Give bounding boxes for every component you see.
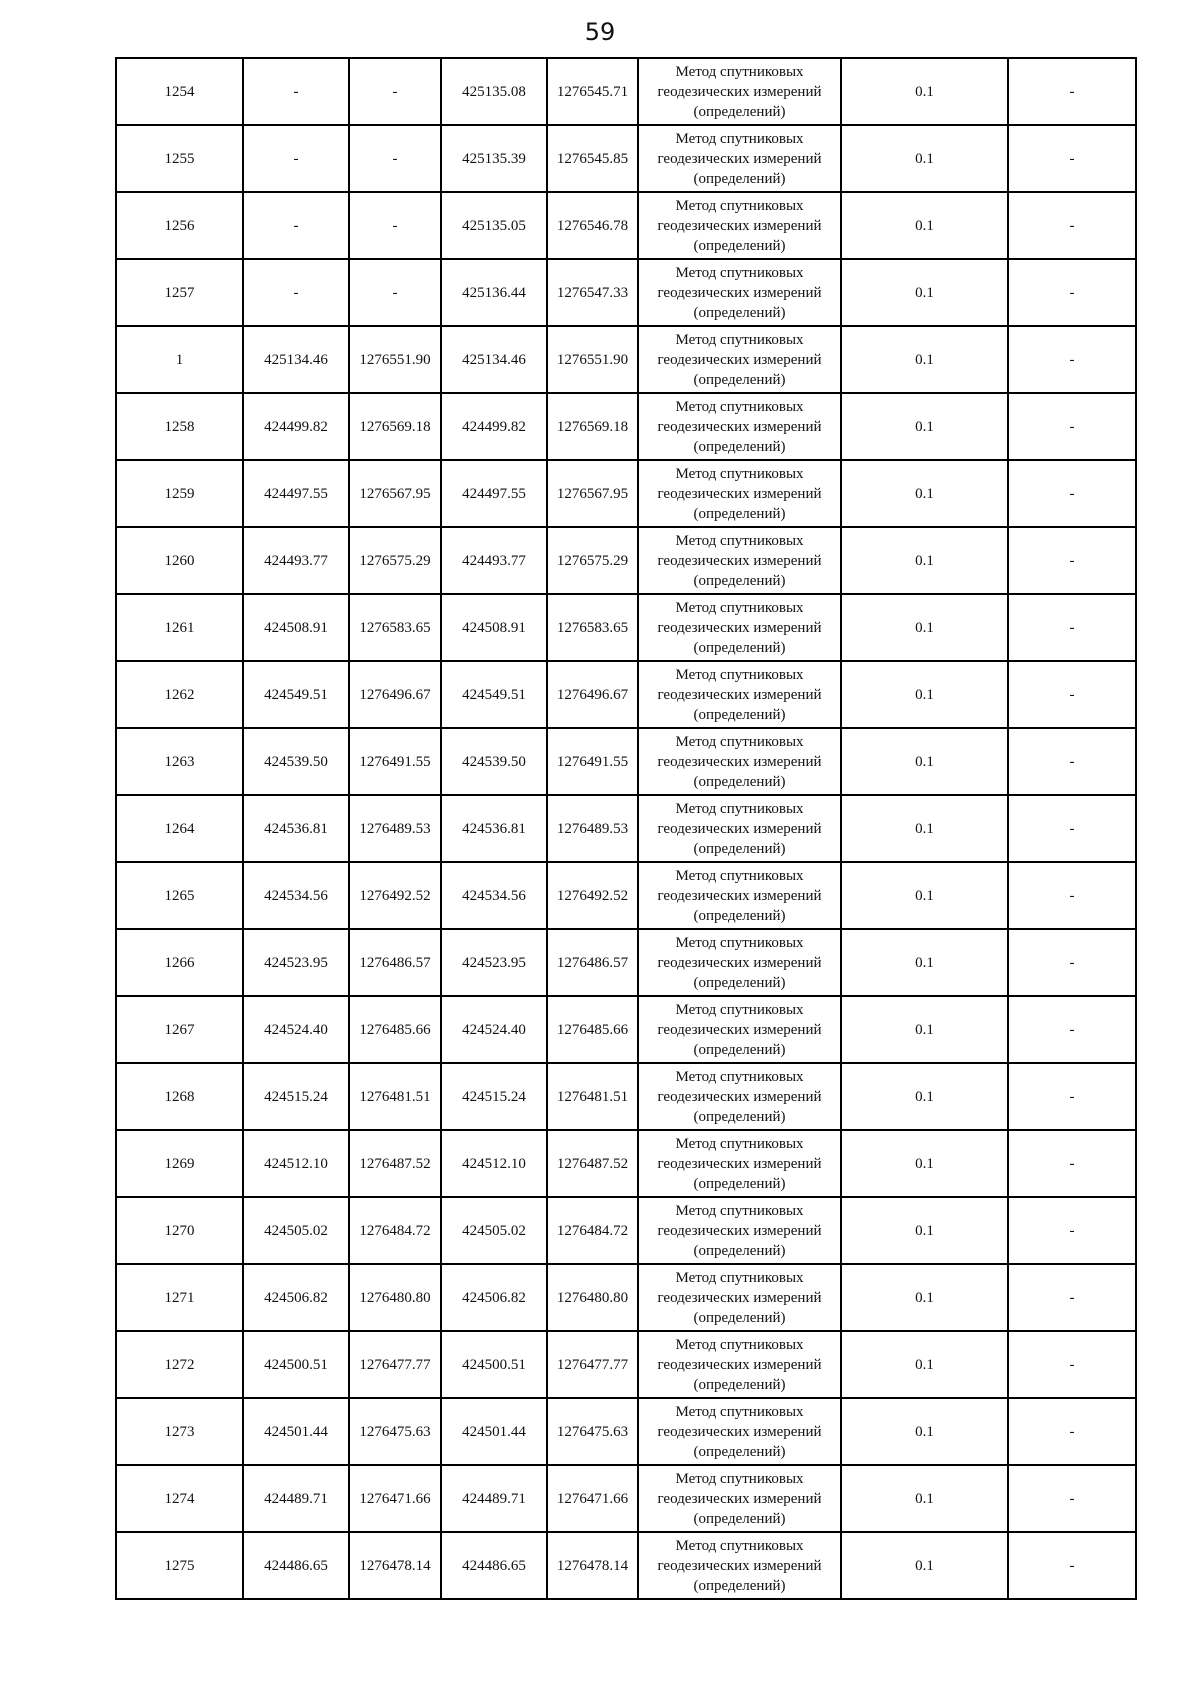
- method-line: Метод спутниковых: [675, 398, 804, 415]
- method-line: (определений): [693, 1309, 786, 1326]
- y-refined-cell: 1276485.66: [547, 996, 638, 1063]
- method-line: (определений): [693, 438, 786, 455]
- point-number-cell: 1263: [116, 728, 243, 795]
- method-cell: [638, 1465, 841, 1532]
- y-existing-cell: 1276484.72: [349, 1197, 441, 1264]
- y-refined-cell: 1276478.14: [547, 1532, 638, 1599]
- point-number-cell: 1273: [116, 1398, 243, 1465]
- note-cell: -: [1008, 460, 1136, 527]
- point-number-cell: 1271: [116, 1264, 243, 1331]
- y-refined-cell: 1276486.57: [547, 929, 638, 996]
- y-existing-cell: -: [349, 125, 441, 192]
- note-cell: -: [1008, 1197, 1136, 1264]
- x-refined-cell: 424536.81: [441, 795, 547, 862]
- note-cell: -: [1008, 1063, 1136, 1130]
- method-line: Метод спутниковых: [675, 264, 804, 281]
- point-number-cell: 1260: [116, 527, 243, 594]
- x-refined-cell: 425136.44: [441, 259, 547, 326]
- y-existing-cell: 1276575.29: [349, 527, 441, 594]
- x-refined-cell: 424501.44: [441, 1398, 547, 1465]
- x-existing-cell: 424536.81: [243, 795, 349, 862]
- method-line: Метод спутниковых: [675, 1001, 804, 1018]
- x-existing-cell: 424515.24: [243, 1063, 349, 1130]
- accuracy-cell: 0.1: [841, 1197, 1008, 1264]
- y-existing-cell: 1276551.90: [349, 326, 441, 393]
- point-number-cell: 1256: [116, 192, 243, 259]
- method-line: Метод спутниковых: [675, 130, 804, 147]
- point-number-cell: 1272: [116, 1331, 243, 1398]
- x-refined-cell: 425135.39: [441, 125, 547, 192]
- method-line: геодезических измерений: [657, 217, 822, 234]
- method-line: (определений): [693, 505, 786, 522]
- method-line: геодезических измерений: [657, 1088, 822, 1105]
- method-line: геодезических измерений: [657, 83, 822, 100]
- method-line: Метод спутниковых: [675, 532, 804, 549]
- method-cell: [638, 460, 841, 527]
- note-cell: -: [1008, 661, 1136, 728]
- x-refined-cell: 424524.40: [441, 996, 547, 1063]
- y-existing-cell: -: [349, 58, 441, 125]
- method-line: геодезических измерений: [657, 418, 822, 435]
- table-row: [116, 192, 1136, 259]
- method-line: (определений): [693, 572, 786, 589]
- method-line: Метод спутниковых: [675, 934, 804, 951]
- method-line: Метод спутниковых: [675, 1403, 804, 1420]
- accuracy-cell: 0.1: [841, 58, 1008, 125]
- note-cell: -: [1008, 125, 1136, 192]
- page-number: 59: [584, 18, 616, 46]
- method-line: Метод спутниковых: [675, 1135, 804, 1152]
- note-cell: -: [1008, 1465, 1136, 1532]
- method-cell: [638, 661, 841, 728]
- method-cell: [638, 1197, 841, 1264]
- y-existing-cell: 1276475.63: [349, 1398, 441, 1465]
- y-refined-cell: 1276575.29: [547, 527, 638, 594]
- point-number-cell: 1265: [116, 862, 243, 929]
- y-existing-cell: 1276486.57: [349, 929, 441, 996]
- accuracy-cell: 0.1: [841, 527, 1008, 594]
- table-row: [116, 125, 1136, 192]
- y-existing-cell: 1276492.52: [349, 862, 441, 929]
- method-cell: [638, 393, 841, 460]
- table-row: [116, 594, 1136, 661]
- note-cell: -: [1008, 594, 1136, 661]
- point-number-cell: 1274: [116, 1465, 243, 1532]
- method-line: (определений): [693, 103, 786, 120]
- point-number-cell: 1259: [116, 460, 243, 527]
- note-cell: -: [1008, 996, 1136, 1063]
- y-existing-cell: 1276480.80: [349, 1264, 441, 1331]
- x-refined-cell: 424505.02: [441, 1197, 547, 1264]
- y-existing-cell: 1276567.95: [349, 460, 441, 527]
- method-cell: [638, 728, 841, 795]
- method-line: Метод спутниковых: [675, 1470, 804, 1487]
- method-line: Метод спутниковых: [675, 867, 804, 884]
- method-line: (определений): [693, 1443, 786, 1460]
- point-number-cell: 1268: [116, 1063, 243, 1130]
- y-refined-cell: 1276475.63: [547, 1398, 638, 1465]
- method-line: геодезических измерений: [657, 485, 822, 502]
- point-number-cell: 1257: [116, 259, 243, 326]
- x-existing-cell: -: [243, 259, 349, 326]
- accuracy-cell: 0.1: [841, 1063, 1008, 1130]
- table-row: [116, 1398, 1136, 1465]
- accuracy-cell: 0.1: [841, 862, 1008, 929]
- point-number-cell: 1266: [116, 929, 243, 996]
- y-refined-cell: 1276569.18: [547, 393, 638, 460]
- method-line: Метод спутниковых: [675, 666, 804, 683]
- method-line: (определений): [693, 1175, 786, 1192]
- y-refined-cell: 1276481.51: [547, 1063, 638, 1130]
- y-existing-cell: 1276496.67: [349, 661, 441, 728]
- method-cell: [638, 795, 841, 862]
- accuracy-cell: 0.1: [841, 728, 1008, 795]
- x-existing-cell: 424486.65: [243, 1532, 349, 1599]
- note-cell: -: [1008, 795, 1136, 862]
- method-line: геодезических измерений: [657, 1557, 822, 1574]
- table-row: [116, 460, 1136, 527]
- accuracy-cell: 0.1: [841, 1264, 1008, 1331]
- y-refined-cell: 1276546.78: [547, 192, 638, 259]
- x-refined-cell: 424508.91: [441, 594, 547, 661]
- method-cell: [638, 192, 841, 259]
- method-cell: [638, 58, 841, 125]
- x-existing-cell: 425134.46: [243, 326, 349, 393]
- y-refined-cell: 1276545.85: [547, 125, 638, 192]
- y-refined-cell: 1276489.53: [547, 795, 638, 862]
- accuracy-cell: 0.1: [841, 1130, 1008, 1197]
- accuracy-cell: 0.1: [841, 1465, 1008, 1532]
- y-refined-cell: 1276491.55: [547, 728, 638, 795]
- table-row: [116, 259, 1136, 326]
- x-existing-cell: -: [243, 192, 349, 259]
- note-cell: -: [1008, 58, 1136, 125]
- y-refined-cell: 1276567.95: [547, 460, 638, 527]
- y-existing-cell: 1276491.55: [349, 728, 441, 795]
- table-row: [116, 929, 1136, 996]
- x-existing-cell: 424499.82: [243, 393, 349, 460]
- x-refined-cell: 424489.71: [441, 1465, 547, 1532]
- method-cell: [638, 1398, 841, 1465]
- y-existing-cell: 1276485.66: [349, 996, 441, 1063]
- method-cell: [638, 1264, 841, 1331]
- x-existing-cell: 424489.71: [243, 1465, 349, 1532]
- table-row: [116, 1197, 1136, 1264]
- point-number-cell: 1270: [116, 1197, 243, 1264]
- point-number-cell: 1269: [116, 1130, 243, 1197]
- x-refined-cell: 424506.82: [441, 1264, 547, 1331]
- method-line: геодезических измерений: [657, 1490, 822, 1507]
- y-refined-cell: 1276551.90: [547, 326, 638, 393]
- method-line: Метод спутниковых: [675, 1269, 804, 1286]
- x-existing-cell: 424549.51: [243, 661, 349, 728]
- x-refined-cell: 424539.50: [441, 728, 547, 795]
- table-row: [116, 1532, 1136, 1599]
- table-row: [116, 728, 1136, 795]
- x-refined-cell: 424515.24: [441, 1063, 547, 1130]
- method-line: (определений): [693, 706, 786, 723]
- accuracy-cell: 0.1: [841, 326, 1008, 393]
- method-line: геодезических измерений: [657, 1155, 822, 1172]
- point-number-cell: 1255: [116, 125, 243, 192]
- accuracy-cell: 0.1: [841, 192, 1008, 259]
- x-refined-cell: 424523.95: [441, 929, 547, 996]
- table-row: [116, 661, 1136, 728]
- method-line: (определений): [693, 639, 786, 656]
- note-cell: -: [1008, 326, 1136, 393]
- note-cell: -: [1008, 1398, 1136, 1465]
- method-line: (определений): [693, 773, 786, 790]
- method-cell: [638, 1063, 841, 1130]
- x-refined-cell: 425135.05: [441, 192, 547, 259]
- accuracy-cell: 0.1: [841, 125, 1008, 192]
- x-existing-cell: 424500.51: [243, 1331, 349, 1398]
- table-row: [116, 795, 1136, 862]
- method-line: геодезических измерений: [657, 619, 822, 636]
- y-existing-cell: 1276478.14: [349, 1532, 441, 1599]
- method-line: Метод спутниковых: [675, 1336, 804, 1353]
- accuracy-cell: 0.1: [841, 661, 1008, 728]
- method-cell: [638, 929, 841, 996]
- method-line: Метод спутниковых: [675, 197, 804, 214]
- y-existing-cell: 1276471.66: [349, 1465, 441, 1532]
- method-cell: [638, 259, 841, 326]
- method-line: Метод спутниковых: [675, 800, 804, 817]
- table-row: [116, 1130, 1136, 1197]
- note-cell: -: [1008, 1130, 1136, 1197]
- method-line: (определений): [693, 1510, 786, 1527]
- accuracy-cell: 0.1: [841, 460, 1008, 527]
- y-refined-cell: 1276480.80: [547, 1264, 638, 1331]
- method-cell: [638, 1130, 841, 1197]
- x-refined-cell: 424500.51: [441, 1331, 547, 1398]
- accuracy-cell: 0.1: [841, 594, 1008, 661]
- method-line: (определений): [693, 1577, 786, 1594]
- x-existing-cell: 424512.10: [243, 1130, 349, 1197]
- note-cell: -: [1008, 1264, 1136, 1331]
- table-row: [116, 527, 1136, 594]
- y-refined-cell: 1276583.65: [547, 594, 638, 661]
- x-existing-cell: 424523.95: [243, 929, 349, 996]
- method-cell: [638, 594, 841, 661]
- note-cell: -: [1008, 527, 1136, 594]
- note-cell: -: [1008, 728, 1136, 795]
- x-existing-cell: 424505.02: [243, 1197, 349, 1264]
- note-cell: -: [1008, 1532, 1136, 1599]
- point-number-cell: 1275: [116, 1532, 243, 1599]
- x-refined-cell: 424549.51: [441, 661, 547, 728]
- method-line: геодезических измерений: [657, 150, 822, 167]
- note-cell: -: [1008, 929, 1136, 996]
- point-number-cell: 1: [116, 326, 243, 393]
- x-refined-cell: 425135.08: [441, 58, 547, 125]
- note-cell: -: [1008, 259, 1136, 326]
- y-existing-cell: 1276487.52: [349, 1130, 441, 1197]
- method-line: (определений): [693, 371, 786, 388]
- y-existing-cell: 1276481.51: [349, 1063, 441, 1130]
- method-line: (определений): [693, 1242, 786, 1259]
- method-line: (определений): [693, 907, 786, 924]
- x-existing-cell: -: [243, 125, 349, 192]
- y-refined-cell: 1276547.33: [547, 259, 638, 326]
- x-refined-cell: 424499.82: [441, 393, 547, 460]
- accuracy-cell: 0.1: [841, 1331, 1008, 1398]
- x-refined-cell: 424497.55: [441, 460, 547, 527]
- point-number-cell: 1262: [116, 661, 243, 728]
- method-cell: [638, 1331, 841, 1398]
- y-existing-cell: -: [349, 192, 441, 259]
- method-cell: [638, 125, 841, 192]
- note-cell: -: [1008, 393, 1136, 460]
- y-refined-cell: 1276492.52: [547, 862, 638, 929]
- method-line: (определений): [693, 840, 786, 857]
- method-line: Метод спутниковых: [675, 465, 804, 482]
- x-existing-cell: 424524.40: [243, 996, 349, 1063]
- y-existing-cell: 1276569.18: [349, 393, 441, 460]
- method-line: (определений): [693, 304, 786, 321]
- method-line: геодезических измерений: [657, 1021, 822, 1038]
- table-row: [116, 326, 1136, 393]
- x-refined-cell: 424486.65: [441, 1532, 547, 1599]
- x-existing-cell: 424508.91: [243, 594, 349, 661]
- table-row: [116, 996, 1136, 1063]
- point-number-cell: 1264: [116, 795, 243, 862]
- method-line: геодезических измерений: [657, 1356, 822, 1373]
- method-cell: [638, 326, 841, 393]
- x-refined-cell: 424512.10: [441, 1130, 547, 1197]
- method-cell: [638, 862, 841, 929]
- note-cell: -: [1008, 1331, 1136, 1398]
- point-number-cell: 1254: [116, 58, 243, 125]
- point-number-cell: 1267: [116, 996, 243, 1063]
- method-line: Метод спутниковых: [675, 599, 804, 616]
- method-line: геодезических измерений: [657, 753, 822, 770]
- method-line: (определений): [693, 1041, 786, 1058]
- table-row: [116, 58, 1136, 125]
- y-refined-cell: 1276477.77: [547, 1331, 638, 1398]
- method-line: (определений): [693, 1376, 786, 1393]
- method-line: Метод спутниковых: [675, 1537, 804, 1554]
- table-row: [116, 1264, 1136, 1331]
- note-cell: -: [1008, 862, 1136, 929]
- x-existing-cell: -: [243, 58, 349, 125]
- method-line: геодезических измерений: [657, 351, 822, 368]
- method-line: геодезических измерений: [657, 1222, 822, 1239]
- y-existing-cell: -: [349, 259, 441, 326]
- accuracy-cell: 0.1: [841, 929, 1008, 996]
- y-existing-cell: 1276583.65: [349, 594, 441, 661]
- method-line: Метод спутниковых: [675, 1202, 804, 1219]
- coordinates-table: [115, 57, 1137, 1600]
- table-row: [116, 1465, 1136, 1532]
- method-line: геодезических измерений: [657, 1423, 822, 1440]
- method-line: Метод спутниковых: [675, 63, 804, 80]
- table-body: [116, 58, 1136, 1599]
- method-line: геодезических измерений: [657, 686, 822, 703]
- x-refined-cell: 425134.46: [441, 326, 547, 393]
- accuracy-cell: 0.1: [841, 393, 1008, 460]
- x-refined-cell: 424493.77: [441, 527, 547, 594]
- x-existing-cell: 424534.56: [243, 862, 349, 929]
- table-row: [116, 393, 1136, 460]
- x-existing-cell: 424497.55: [243, 460, 349, 527]
- accuracy-cell: 0.1: [841, 795, 1008, 862]
- table-row: [116, 1063, 1136, 1130]
- point-number-cell: 1261: [116, 594, 243, 661]
- x-existing-cell: 424506.82: [243, 1264, 349, 1331]
- method-line: геодезических измерений: [657, 954, 822, 971]
- x-refined-cell: 424534.56: [441, 862, 547, 929]
- accuracy-cell: 0.1: [841, 1398, 1008, 1465]
- note-cell: -: [1008, 192, 1136, 259]
- y-existing-cell: 1276477.77: [349, 1331, 441, 1398]
- x-existing-cell: 424539.50: [243, 728, 349, 795]
- y-refined-cell: 1276496.67: [547, 661, 638, 728]
- method-line: геодезических измерений: [657, 284, 822, 301]
- y-existing-cell: 1276489.53: [349, 795, 441, 862]
- method-cell: [638, 996, 841, 1063]
- method-line: Метод спутниковых: [675, 1068, 804, 1085]
- table-row: [116, 862, 1136, 929]
- table-row: [116, 1331, 1136, 1398]
- point-number-cell: 1258: [116, 393, 243, 460]
- y-refined-cell: 1276471.66: [547, 1465, 638, 1532]
- method-line: (определений): [693, 1108, 786, 1125]
- method-line: Метод спутниковых: [675, 331, 804, 348]
- accuracy-cell: 0.1: [841, 996, 1008, 1063]
- method-line: геодезических измерений: [657, 820, 822, 837]
- method-line: (определений): [693, 974, 786, 991]
- method-line: Метод спутниковых: [675, 733, 804, 750]
- y-refined-cell: 1276545.71: [547, 58, 638, 125]
- method-line: геодезических измерений: [657, 887, 822, 904]
- method-cell: [638, 527, 841, 594]
- y-refined-cell: 1276484.72: [547, 1197, 638, 1264]
- x-existing-cell: 424501.44: [243, 1398, 349, 1465]
- method-line: геодезических измерений: [657, 1289, 822, 1306]
- method-line: геодезических измерений: [657, 552, 822, 569]
- x-existing-cell: 424493.77: [243, 527, 349, 594]
- accuracy-cell: 0.1: [841, 259, 1008, 326]
- y-refined-cell: 1276487.52: [547, 1130, 638, 1197]
- method-cell: [638, 1532, 841, 1599]
- accuracy-cell: 0.1: [841, 1532, 1008, 1599]
- method-line: (определений): [693, 237, 786, 254]
- method-line: (определений): [693, 170, 786, 187]
